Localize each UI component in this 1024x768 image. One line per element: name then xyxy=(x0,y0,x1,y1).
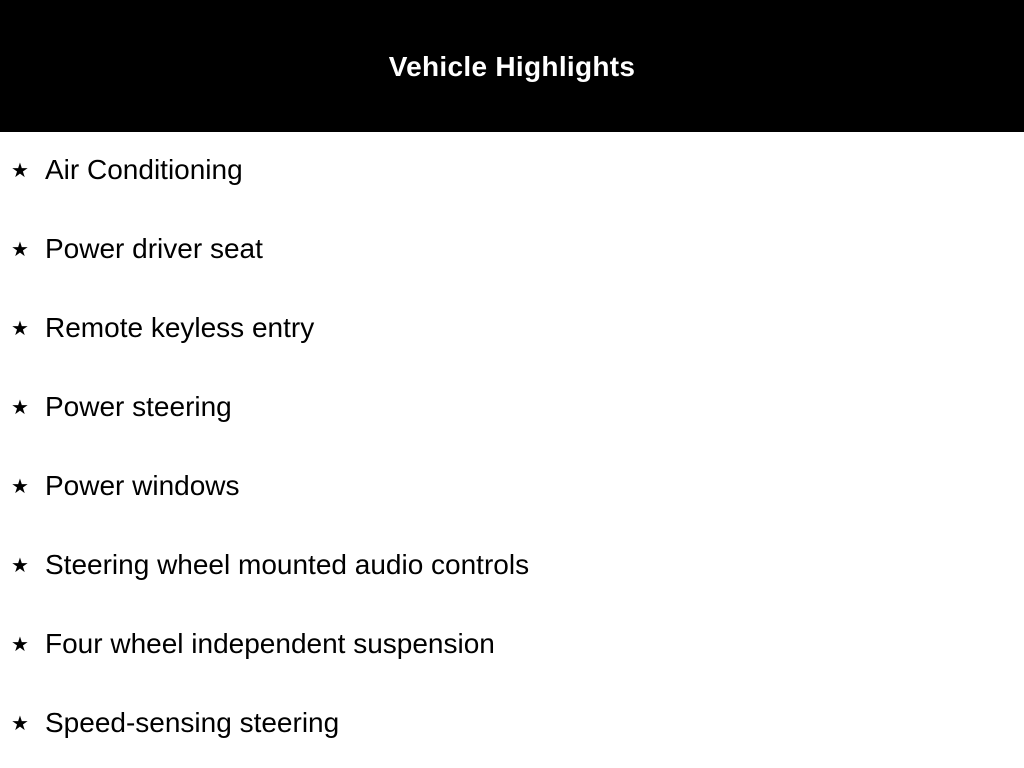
highlight-label: Steering wheel mounted audio controls xyxy=(45,549,530,580)
highlight-label: Four wheel independent suspension xyxy=(45,628,495,659)
star-icon: ★ xyxy=(11,474,29,498)
list-item xyxy=(0,132,1024,211)
highlight-label: Speed-sensing steering xyxy=(45,707,340,738)
list-item xyxy=(0,685,1024,764)
star-icon: ★ xyxy=(11,158,29,182)
list-item xyxy=(0,211,1024,290)
list-item xyxy=(0,606,1024,685)
highlight-label: Power driver seat xyxy=(45,233,263,264)
highlight-label: Remote keyless entry xyxy=(45,312,315,343)
header-bar xyxy=(0,0,1024,132)
list-item xyxy=(0,369,1024,448)
star-icon: ★ xyxy=(11,711,29,735)
star-icon: ★ xyxy=(11,316,29,340)
highlight-label: Power steering xyxy=(45,391,232,422)
list-item xyxy=(0,290,1024,369)
highlights-list xyxy=(0,132,1024,764)
star-icon: ★ xyxy=(11,632,29,656)
highlight-label: Power windows xyxy=(45,470,240,501)
highlight-label: Air Conditioning xyxy=(45,154,243,185)
star-icon: ★ xyxy=(11,237,29,261)
list-item xyxy=(0,527,1024,606)
star-icon: ★ xyxy=(11,395,29,419)
list-item xyxy=(0,448,1024,527)
page-title: Vehicle Highlights xyxy=(388,51,636,82)
star-icon: ★ xyxy=(11,553,29,577)
